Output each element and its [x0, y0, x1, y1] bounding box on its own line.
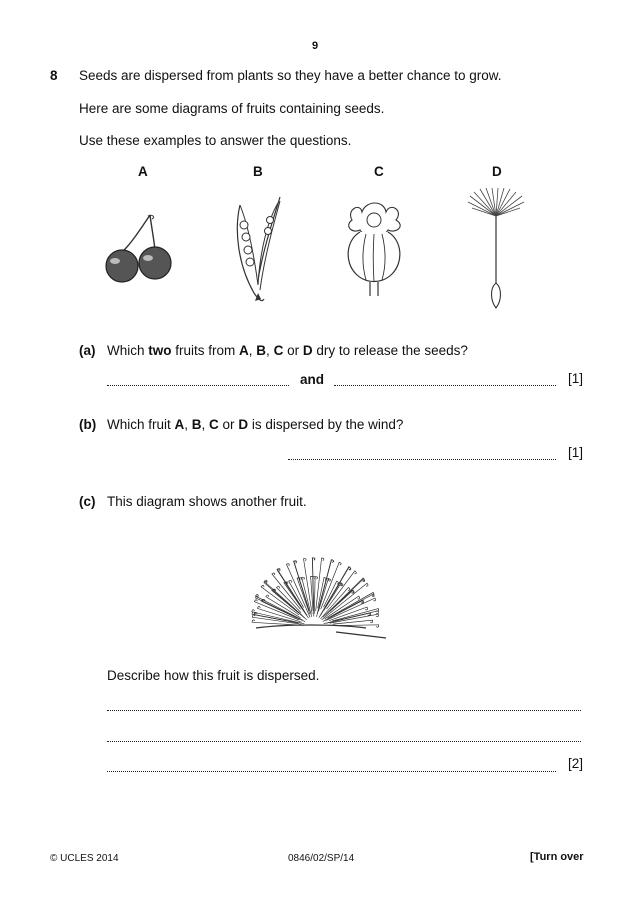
part-c-marks: [2] — [568, 756, 584, 771]
answer-line-c-1[interactable] — [107, 710, 581, 711]
part-a-question — [107, 343, 468, 358]
answer-line-a-1[interactable] — [107, 385, 289, 386]
hooked-fruit-drawing — [236, 528, 392, 640]
answer-line-c-2[interactable] — [107, 741, 581, 742]
part-b-marks: [1] — [568, 445, 584, 460]
part-a-marks: [1] — [568, 371, 584, 386]
part-b-letter-b: B — [191, 417, 202, 432]
part-a-letter-a: A — [239, 343, 249, 358]
part-a-and: and — [300, 372, 325, 387]
part-b-question — [107, 417, 403, 432]
question-line-2: Here are some diagrams of fruits containing seeds. — [79, 101, 385, 116]
fruit-label-d: D — [492, 164, 502, 179]
fruit-label-b: B — [253, 164, 263, 179]
dandelion-seed-drawing — [466, 188, 526, 313]
part-b-text-1: Which fruit — [107, 417, 175, 432]
part-b-letter-d: D — [238, 417, 249, 432]
part-a-sep-1: , — [248, 343, 257, 358]
part-a-label: (a) — [79, 343, 96, 358]
part-a-text-1: Which — [107, 343, 149, 358]
part-c-text: This diagram shows another fruit. — [107, 494, 307, 509]
answer-line-a-2[interactable] — [334, 385, 556, 386]
fruit-spine — [333, 620, 373, 624]
fruit-spine — [327, 613, 371, 623]
part-a-sep-2: , — [266, 343, 274, 358]
part-b-sep-2: , — [201, 417, 210, 432]
part-a-or: or — [283, 343, 303, 358]
answer-line-b[interactable] — [288, 459, 556, 460]
question-number: 8 — [50, 68, 58, 83]
turn-over: [Turn over — [530, 851, 584, 863]
fruit-label-a: A — [138, 164, 148, 179]
part-b-letter-a: A — [174, 417, 185, 432]
part-a-letter-d: D — [302, 343, 313, 358]
fruit-label-c: C — [374, 164, 384, 179]
part-b-or: or — [218, 417, 239, 432]
footer-code: 0846/02/SP/14 — [288, 853, 355, 864]
part-c-prompt: Describe how this fruit is dispersed. — [107, 668, 320, 683]
question-intro: Seeds are dispersed from plants so they have a better chance to grow. — [79, 68, 502, 83]
answer-line-c-3[interactable] — [107, 771, 556, 772]
part-c-label: (c) — [79, 494, 96, 509]
pea-pod-drawing — [228, 195, 298, 305]
part-b-text-2: is dispersed by the wind? — [248, 417, 404, 432]
part-a-bold-two: two — [148, 343, 172, 358]
part-a-letter-b: B — [256, 343, 267, 358]
part-a-text-2: fruits from — [171, 343, 240, 358]
cherries-drawing — [100, 210, 180, 285]
part-a-letter-c: C — [273, 343, 284, 358]
page-number: 9 — [312, 40, 319, 52]
question-line-3: Use these examples to answer the questions. — [79, 133, 352, 148]
part-b-letter-c: C — [209, 417, 219, 432]
footer-copyright: © UCLES 2014 — [50, 853, 119, 864]
part-b-label: (b) — [79, 417, 97, 432]
fruit-spine — [277, 568, 304, 610]
part-b-sep-1: , — [184, 417, 192, 432]
part-a-text-3: dry to release the seeds? — [312, 343, 468, 358]
fruit-spine — [272, 573, 301, 609]
poppy-capsule-drawing — [340, 200, 410, 300]
